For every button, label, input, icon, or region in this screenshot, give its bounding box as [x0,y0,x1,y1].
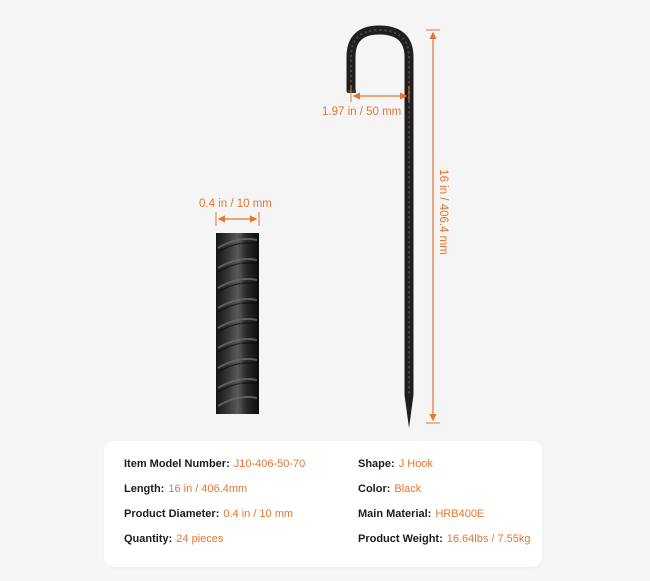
spec-label: Quantity: [124,533,173,545]
spec-item-model-number [124,458,305,470]
spec-value: J Hook [398,458,433,470]
spec-product-weight [358,533,531,545]
specifications-card [104,441,542,567]
spec-value: 24 pieces [176,533,224,545]
diameter-dimension [216,212,259,226]
spec-length [124,483,247,495]
hook-width-label: 1.97 in / 50 mm [322,106,402,118]
spec-label: Length: [124,483,165,495]
spec-color [358,483,421,495]
length-label: 16 in / 406.4 mm [437,169,449,255]
diameter-label: 0.4 in / 10 mm [199,198,272,210]
spec-value: 16.64lbs / 7.55kg [446,533,531,545]
spec-label: Product Weight: [358,533,443,545]
spec-main-material [358,508,484,520]
spec-label: Main Material: [358,508,432,520]
spec-product-diameter [124,508,293,520]
spec-shape [358,458,433,470]
spec-value: 16 in / 406.4mm [168,483,248,495]
spec-label: Product Diameter: [124,508,220,520]
spec-label: Shape: [358,458,395,470]
spec-value: 0.4 in / 10 mm [223,508,294,520]
spec-value: Black [394,483,422,495]
rod-closeup [216,233,259,414]
spec-quantity [124,533,223,545]
j-hook-stake [347,30,414,428]
spec-label: Color: [358,483,391,495]
hook-width-dimension [351,86,409,102]
spec-label: Item Model Number: [124,458,230,470]
spec-value: J10-406-50-70 [233,458,306,470]
spec-value: HRB400E [435,508,485,520]
